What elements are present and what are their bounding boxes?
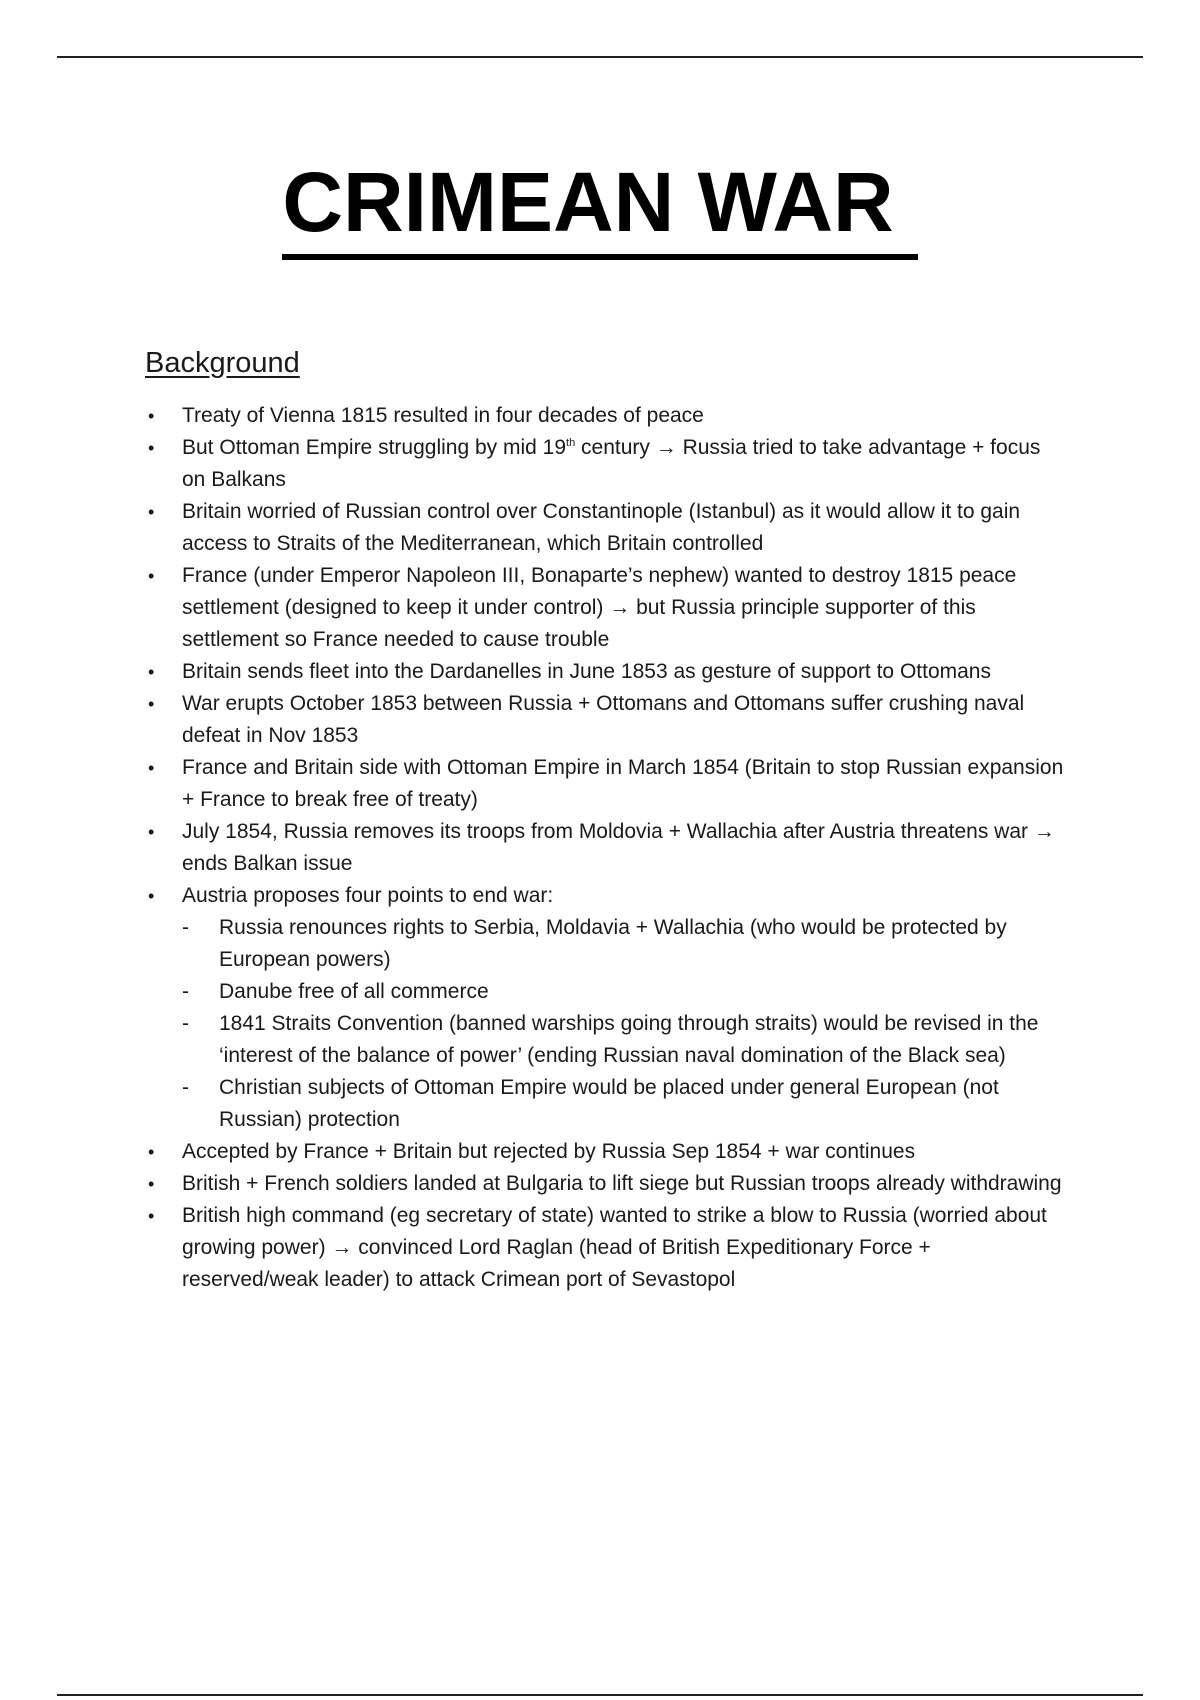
list-item-text: Accepted by France + Britain but rejected by Russia Sep 1854 + war continues xyxy=(182,1140,916,1163)
bullet-icon: • xyxy=(148,1142,155,1162)
list-item-text: France (under Emperor Napoleon III, Bonaparte’s nephew) wanted to destroy 1815 peace settlement (designed to keep it under control) → but Russia principle supporter of this settlement so France needed to cause trouble xyxy=(182,564,1017,651)
list-item-text: Austria proposes four points to end war: xyxy=(182,884,554,907)
list-item xyxy=(145,1136,1065,1168)
sub-list-item-text: Danube free of all commerce xyxy=(219,980,489,1003)
list-item-text: France and Britain side with Ottoman Empire in March 1854 (Britain to stop Russian expansion + France to break free of treaty) xyxy=(182,756,1064,811)
bullet-icon: • xyxy=(148,566,155,586)
bullet-icon: • xyxy=(148,694,155,714)
list-item xyxy=(145,1168,1065,1200)
list-item xyxy=(145,816,1065,880)
bullet-icon: • xyxy=(148,822,155,842)
bullet-list xyxy=(145,400,1065,1296)
notes-content xyxy=(145,400,1065,1296)
dash-icon: - xyxy=(182,980,189,1003)
list-item xyxy=(145,880,1065,1136)
list-item-text: July 1854, Russia removes its troops from Moldovia + Wallachia after Austria threatens war → ends Balkan issue xyxy=(182,820,1055,875)
section-heading: Background xyxy=(145,347,300,379)
sub-list-item-text: Christian subjects of Ottoman Empire would be placed under general European (not Russian) protection xyxy=(219,1076,999,1131)
list-item xyxy=(145,432,1065,496)
sub-list-item xyxy=(182,976,1065,1008)
list-item xyxy=(145,1200,1065,1296)
bullet-icon: • xyxy=(148,1174,155,1194)
sub-list-item xyxy=(182,1008,1065,1072)
bullet-icon: • xyxy=(148,438,155,458)
title-wrap xyxy=(0,155,1200,260)
list-item-text: Britain worried of Russian control over Constantinople (Istanbul) as it would allow it to gain access to Straits of the Mediterranean, which Britain controlled xyxy=(182,500,1021,555)
dash-icon: - xyxy=(182,1076,189,1099)
list-item-text-cont: century → Russia tried to take advantage + focus on Balkans xyxy=(182,436,1041,491)
bullet-icon: • xyxy=(148,1206,155,1226)
list-item-text: Britain sends fleet into the Dardanelles in June 1853 as gesture of support to Ottomans xyxy=(182,660,991,683)
dash-icon: - xyxy=(182,916,189,939)
sub-list-item-text: Russia renounces rights to Serbia, Moldavia + Wallachia (who would be protected by European powers) xyxy=(219,916,1007,971)
sub-list-item xyxy=(182,1072,1065,1136)
bullet-icon: • xyxy=(148,502,155,522)
bullet-icon: • xyxy=(148,886,155,906)
list-item xyxy=(145,560,1065,656)
bottom-rule xyxy=(57,1694,1143,1696)
list-item xyxy=(145,752,1065,816)
sub-list-item-text: 1841 Straits Convention (banned warships going through straits) would be revised in the ‘interest of the balance of power’ (ending Russian naval domination of the Black sea) xyxy=(219,1012,1039,1067)
bullet-icon: • xyxy=(148,758,155,778)
bullet-icon: • xyxy=(148,406,155,426)
list-item xyxy=(145,656,1065,688)
list-item xyxy=(145,400,1065,432)
sub-list xyxy=(182,912,1065,1136)
list-item xyxy=(145,688,1065,752)
bullet-icon: • xyxy=(148,662,155,682)
superscript: th xyxy=(566,437,576,449)
page-title: CRIMEAN WAR xyxy=(282,160,917,260)
dash-icon: - xyxy=(182,1012,189,1035)
list-item-text: British high command (eg secretary of state) wanted to strike a blow to Russia (worried about growing power) → convinced Lord Raglan (head of British Expeditionary Force + reserved/weak leader) to attack Crimean port of Sevastopol xyxy=(182,1204,1047,1291)
list-item-text: War erupts October 1853 between Russia + Ottomans and Ottomans suffer crushing naval defeat in Nov 1853 xyxy=(182,692,1025,747)
sub-list-item xyxy=(182,912,1065,976)
list-item-text: Treaty of Vienna 1815 resulted in four decades of peace xyxy=(182,404,704,427)
list-item-text: British + French soldiers landed at Bulgaria to lift siege but Russian troops already withdrawing xyxy=(182,1172,1062,1195)
list-item-text: But Ottoman Empire struggling by mid 19 xyxy=(182,436,567,459)
list-item xyxy=(145,496,1065,560)
top-rule xyxy=(57,56,1143,58)
